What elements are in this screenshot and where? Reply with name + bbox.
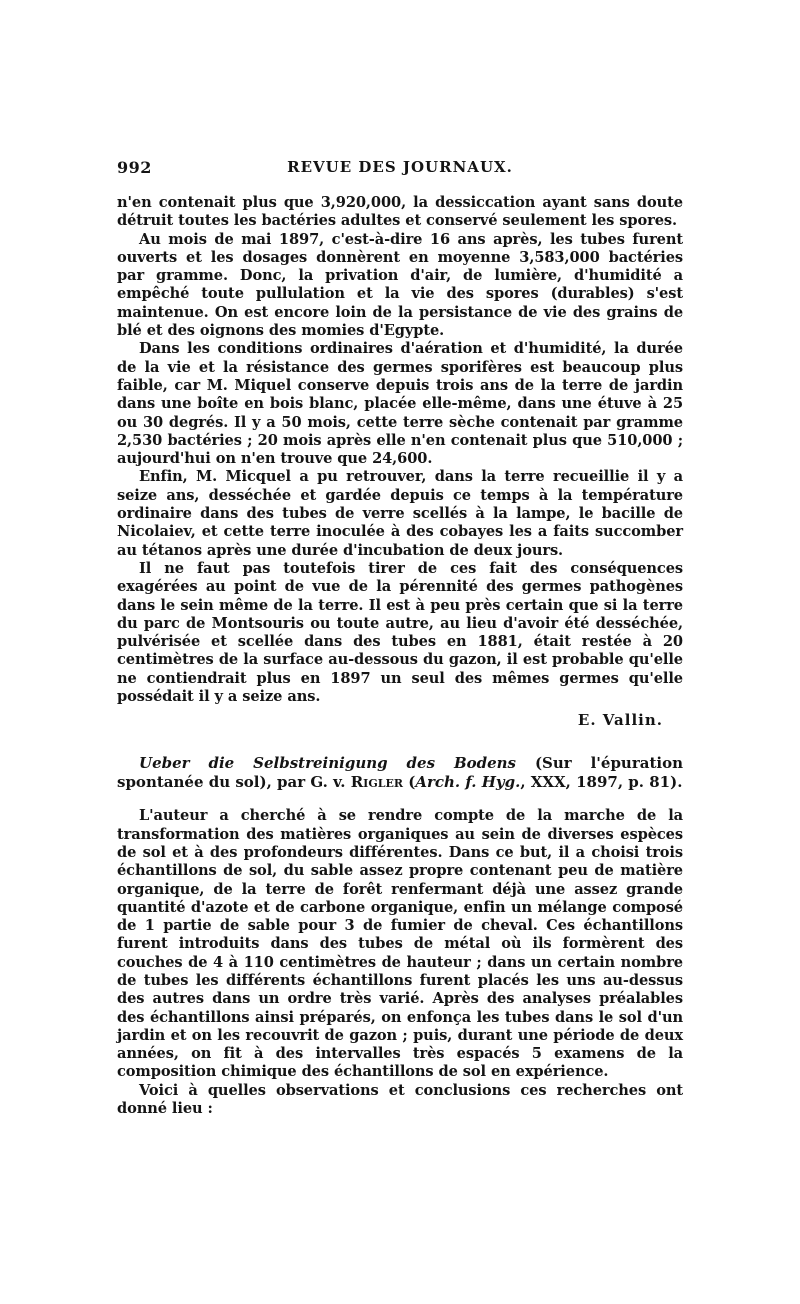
paragraph-1: n'en contenait plus que 3,920,000, la dessiccation ayant sans doute détruit toutes les bactéries adultes et conservé seulement les spores.	[117, 194, 683, 230]
article-title: Ueber die Selbstreinigung des Bodens	[139, 754, 517, 773]
article-citation: , XXX, 1897, p. 81).	[520, 773, 683, 792]
page-number: 992	[117, 158, 152, 177]
article-reference	[117, 754, 683, 792]
body-paragraph-1: L'auteur a cherché à se rendre compte de la marche de la transformation des matières organiques au sein de diverses espèces de sol et à des profondeurs différentes. Dans ce but, il a choisi trois échantillons de sol, du sable assez propre contenant peu de matière organique, de la terre de forêt renfermant déjà une assez grande quantité d'azote et de carbone organique, enfin un mélange composé de 1 partie de sable pour 3 de fumier de cheval. Ces échantillons furent introduits dans des tubes de métal où ils formèrent des couches de 4 à 110 centimètres de hauteur ; dans un certain nombre de tubes les différents échantillons furent placés les uns au-dessus des autres dans un ordre très varié. Après des analyses préalables des échantillons ainsi préparés, on enfonça les tubes dans le sol d'un jardin et on les recouvrit de gazon ; puis, durant une période de deux années, on fit à des intervalles très espacés 5 examens de la composition chimique des échantillons de sol en expérience.	[117, 807, 683, 1081]
page-header	[117, 158, 683, 180]
signature: E. Vallin.	[577, 711, 663, 730]
article-journal: Arch. f. Hyg.	[415, 773, 521, 792]
paragraph-2: Au mois de mai 1897, c'est-à-dire 16 ans après, les tubes furent ouverts et les dosages donnèrent en moyenne 3,583,000 bactéries par gramme. Donc, la privation d'air, de lumière, d'humidité a empêché toute pullulation et la vie des spores (durables) s'est maintenue. On est encore loin de la persistance de vie des grains de blé et des oignons des momies d'Egypte.	[117, 230, 683, 340]
paragraph-5: Il ne faut pas toutefois tirer de ces fait des conséquences exagérées au point de vue de la pérennité des germes pathogènes dans le sein même de la terre. Il est à peu près certain que si la terre du parc de Montsouris ou toute autre, au lieu d'avoir été desséchée, pulvérisée et scellée dans des tubes en 1881, était restée à 20 centimètres de la surface au-dessous du gazon, il est probable qu'elle ne contiendrait plus en 1897 un seul des mêmes germes qu'elle possédait il y a seize ans.	[117, 559, 683, 706]
paragraph-4: Enfin, M. Micquel a pu retrouver, dans la terre recueillie il y a seize ans, desséchée et gardée depuis ce temps à la température ordinaire dans des tubes de verre scellés à la lampe, le bacille de Nicolaiev, et cette terre inoculée à des cobayes les a faits succomber au tétanos après une durée d'incubation de deux jours.	[117, 468, 683, 559]
body-paragraph-2: Voici à quelles observations et conclusions ces recherches ont donné lieu :	[117, 1081, 683, 1118]
paragraph-3: Dans les conditions ordinaires d'aération et d'humidité, la durée de la vie et la résistance des germes sporifères est beaucoup plus faible, car M. Miquel conserve depuis trois ans de la terre de jardin dans une boîte en bois blanc, placée elle-même, dans une étuve à 25 ou 30 degrés. Il y a 50 mois, cette terre sèche contenait par gramme 2,530 bactéries ; 20 mois après elle n'en contenait plus que 510,000 ; aujourd'hui on n'en trouve que 24,600.	[117, 340, 683, 468]
running-title: REVUE DES JOURNAUX.	[287, 158, 513, 176]
document-page	[117, 158, 683, 1158]
article-author: Rigler	[350, 773, 403, 792]
article-translation: (Sur l'épuration spontanée du sol), par G. v.	[117, 754, 683, 792]
article-open-paren: (	[402, 773, 416, 792]
